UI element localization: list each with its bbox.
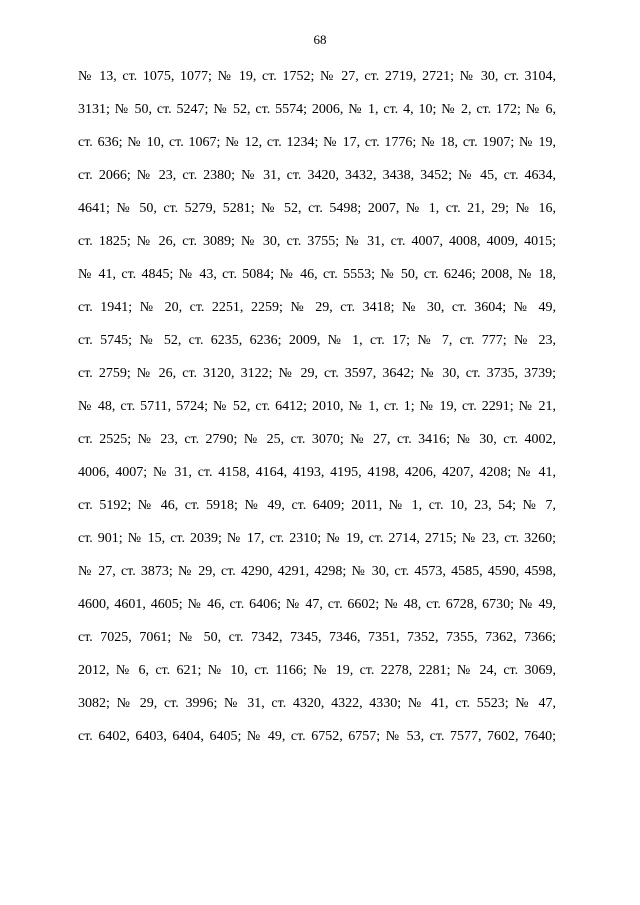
text-line: № 27, ст. 3873; № 29, ст. 4290, 4291, 4298; № 30, ст. 4573, 4585, 4590, 4598, [78,564,556,579]
text-line: ст. 7025, 7061; № 50, ст. 7342, 7345, 7346, 7351, 7352, 7355, 7362, 7366; [78,630,556,645]
text-line: 2012, № 6, ст. 621; № 10, ст. 1166; № 19, ст. 2278, 2281; № 24, ст. 3069, [78,663,556,678]
text-line: ст. 2525; № 23, ст. 2790; № 25, ст. 3070; № 27, ст. 3416; № 30, ст. 4002, [78,432,556,447]
text-line: № 48, ст. 5711, 5724; № 52, ст. 6412; 2010, № 1, ст. 1; № 19, ст. 2291; № 21, [78,399,556,414]
text-line: ст. 5745; № 52, ст. 6235, 6236; 2009, № 1, ст. 17; № 7, ст. 777; № 23, [78,333,556,348]
text-line: ст. 5192; № 46, ст. 5918; № 49, ст. 6409; 2011, № 1, ст. 10, 23, 54; № 7, [78,498,556,513]
text-line: 4006, 4007; № 31, ст. 4158, 4164, 4193, 4195, 4198, 4206, 4207, 4208; № 41, [78,465,556,480]
text-line: 4600, 4601, 4605; № 46, ст. 6406; № 47, ст. 6602; № 48, ст. 6728, 6730; № 49, [78,597,556,612]
text-line: ст. 2066; № 23, ст. 2380; № 31, ст. 3420, 3432, 3438, 3452; № 45, ст. 4634, [78,168,556,183]
text-line: 3082; № 29, ст. 3996; № 31, ст. 4320, 4322, 4330; № 41, ст. 5523; № 47, [78,696,556,711]
text-line: ст. 1941; № 20, ст. 2251, 2259; № 29, ст. 3418; № 30, ст. 3604; № 49, [78,300,556,315]
body-text [78,66,556,759]
text-line: ст. 901; № 15, ст. 2039; № 17, ст. 2310; № 19, ст. 2714, 2715; № 23, ст. 3260; [78,531,556,546]
text-line: № 41, ст. 4845; № 43, ст. 5084; № 46, ст. 5553; № 50, ст. 6246; 2008, № 18, [78,267,556,282]
text-line: 4641; № 50, ст. 5279, 5281; № 52, ст. 5498; 2007, № 1, ст. 21, 29; № 16, [78,201,556,216]
text-line: ст. 636; № 10, ст. 1067; № 12, ст. 1234; № 17, ст. 1776; № 18, ст. 1907; № 19, [78,135,556,150]
page-number: 68 [313,32,327,47]
text-line: ст. 2759; № 26, ст. 3120, 3122; № 29, ст. 3597, 3642; № 30, ст. 3735, 3739; [78,366,556,381]
text-line: ст. 1825; № 26, ст. 3089; № 30, ст. 3755; № 31, ст. 4007, 4008, 4009, 4015; [78,234,556,249]
text-line: 3131; № 50, ст. 5247; № 52, ст. 5574; 2006, № 1, ст. 4, 10; № 2, ст. 172; № 6, [78,102,556,117]
text-line: ст. 6402, 6403, 6404, 6405; № 49, ст. 6752, 6757; № 53, ст. 7577, 7602, 7640; [78,729,556,744]
text-line: № 13, ст. 1075, 1077; № 19, ст. 1752; № 27, ст. 2719, 2721; № 30, ст. 3104, [78,69,556,84]
